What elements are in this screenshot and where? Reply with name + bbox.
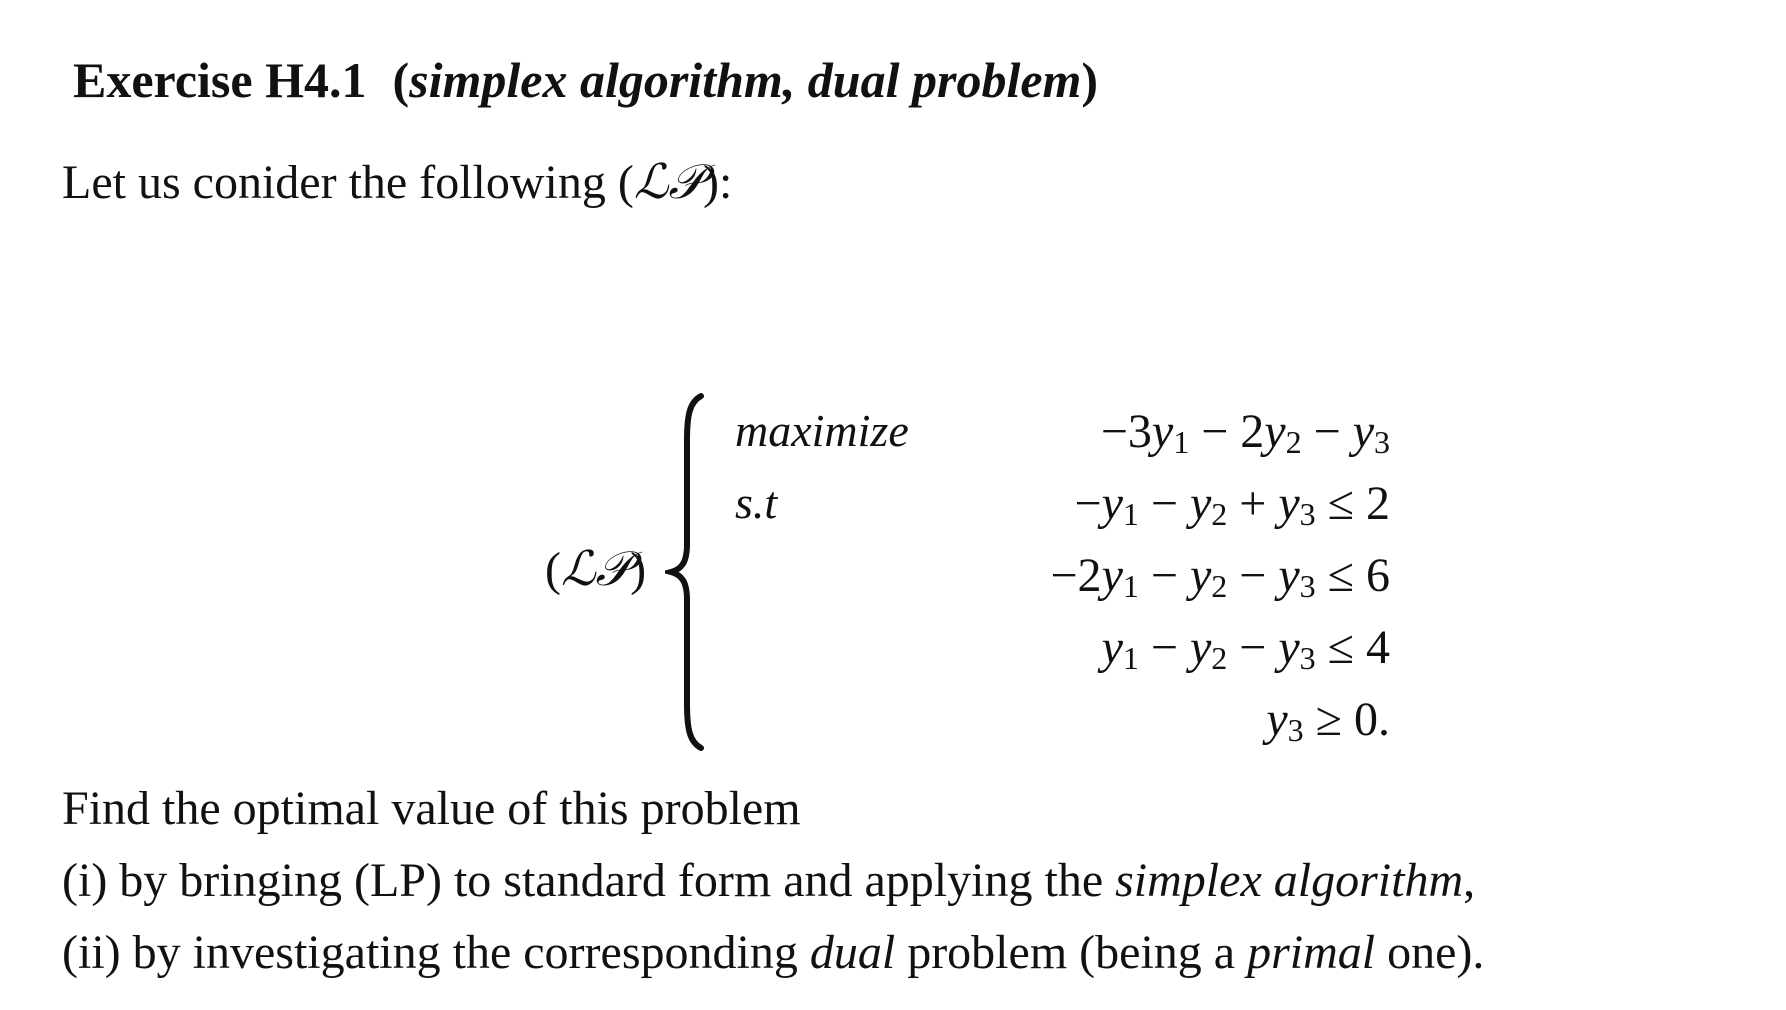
lp-name-symbol: ℒ𝒫 (560, 541, 631, 597)
c3-rhs: ≤ 4 (1315, 621, 1390, 674)
intro-text: Let us conider the following ( (62, 156, 634, 209)
task-2-emphasis: simplex algorithm (1115, 854, 1464, 907)
topic-open-paren: ( (392, 52, 410, 108)
c2-sub-1: 1 (1122, 568, 1139, 604)
nn-rhs: ≥ 0. (1303, 693, 1390, 746)
obj-op-2: − (1301, 405, 1353, 458)
c1-sub-1: 1 (1122, 496, 1139, 532)
c1-sub-2: 2 (1211, 496, 1228, 532)
c3-sub-3: 3 (1299, 640, 1316, 676)
topic-close-paren: ) (1081, 52, 1099, 108)
task-3-text-b: problem (being a (895, 926, 1248, 979)
constraint-keyword: s.t (735, 477, 778, 528)
task-line-1: Find the optimal value of this problem (62, 782, 801, 835)
exercise-topic (392, 52, 1098, 108)
task-line-2 (62, 854, 1476, 907)
c2-rhs: ≤ 6 (1315, 549, 1390, 602)
c2-coef: −2 (1050, 549, 1102, 602)
c1-op-1: − (1138, 477, 1190, 530)
c3-var-2: y (1189, 621, 1212, 674)
c1-op-2: + (1227, 477, 1279, 530)
c2-sub-3: 3 (1299, 568, 1316, 604)
constraint-row-2 (1050, 549, 1390, 604)
c3-sub-1: 1 (1122, 640, 1139, 676)
c1-sub-3: 3 (1299, 496, 1316, 532)
intro-suffix: ): (703, 156, 733, 209)
c3-sub-2: 2 (1211, 640, 1228, 676)
c3-var-1: y (1101, 621, 1123, 674)
task-3-emphasis-primal: primal (1247, 926, 1376, 979)
task-line-3 (62, 926, 1485, 979)
task-3-emphasis-dual: dual (809, 926, 896, 979)
lp-name-close: ) (630, 543, 647, 596)
nn-sub: 3 (1287, 712, 1304, 748)
exercise-heading (73, 52, 1099, 108)
c2-var-2: y (1189, 549, 1212, 602)
objective-keyword: maximize (735, 405, 909, 456)
constraint-row-3 (1101, 621, 1390, 676)
task-3-text-c: one). (1375, 926, 1485, 979)
c3-var-3: y (1278, 621, 1300, 674)
obj-sub-3: 3 (1374, 424, 1390, 460)
c3-op-1: − (1138, 621, 1190, 674)
lp-name-open: ( (545, 543, 561, 596)
obj-op-1: − 2 (1189, 405, 1265, 458)
c2-sub-2: 2 (1211, 568, 1228, 604)
c2-op-1: − (1138, 549, 1190, 602)
task-2-text-a: (i) by bringing (LP) to standard form and applying the (62, 854, 1116, 907)
c2-op-2: − (1227, 549, 1279, 602)
constraint-row-1 (1074, 477, 1390, 532)
task-3-text-a: (ii) by investigating the corresponding (62, 926, 810, 979)
task-2-text-b: , (1463, 854, 1476, 907)
nonnegativity-row (1266, 693, 1390, 748)
c2-var-1: y (1101, 549, 1123, 602)
c1-var-2: y (1189, 477, 1212, 530)
left-brace (665, 392, 725, 752)
c1-coef: − (1074, 477, 1102, 530)
obj-var-2: y (1264, 405, 1286, 458)
nn-var: y (1266, 693, 1288, 746)
c1-var-3: y (1278, 477, 1300, 530)
exercise-label: Exercise H4.1 (73, 52, 367, 108)
obj-coef-1: −3 (1100, 405, 1152, 458)
obj-var-1: y (1151, 405, 1174, 458)
intro-sentence (62, 154, 733, 210)
obj-sub-2: 2 (1285, 424, 1302, 460)
objective-expression (1100, 405, 1390, 460)
c2-var-3: y (1278, 549, 1300, 602)
topic-text: simplex algorithm, dual problem (409, 52, 1082, 108)
obj-sub-1: 1 (1173, 424, 1190, 460)
obj-var-3: y (1352, 405, 1374, 458)
c3-op-2: − (1227, 621, 1279, 674)
intro-lp-symbol: ℒ𝒫 (633, 154, 704, 210)
lp-name (545, 541, 647, 597)
c1-rhs: ≤ 2 (1315, 477, 1390, 530)
c1-var-1: y (1101, 477, 1123, 530)
